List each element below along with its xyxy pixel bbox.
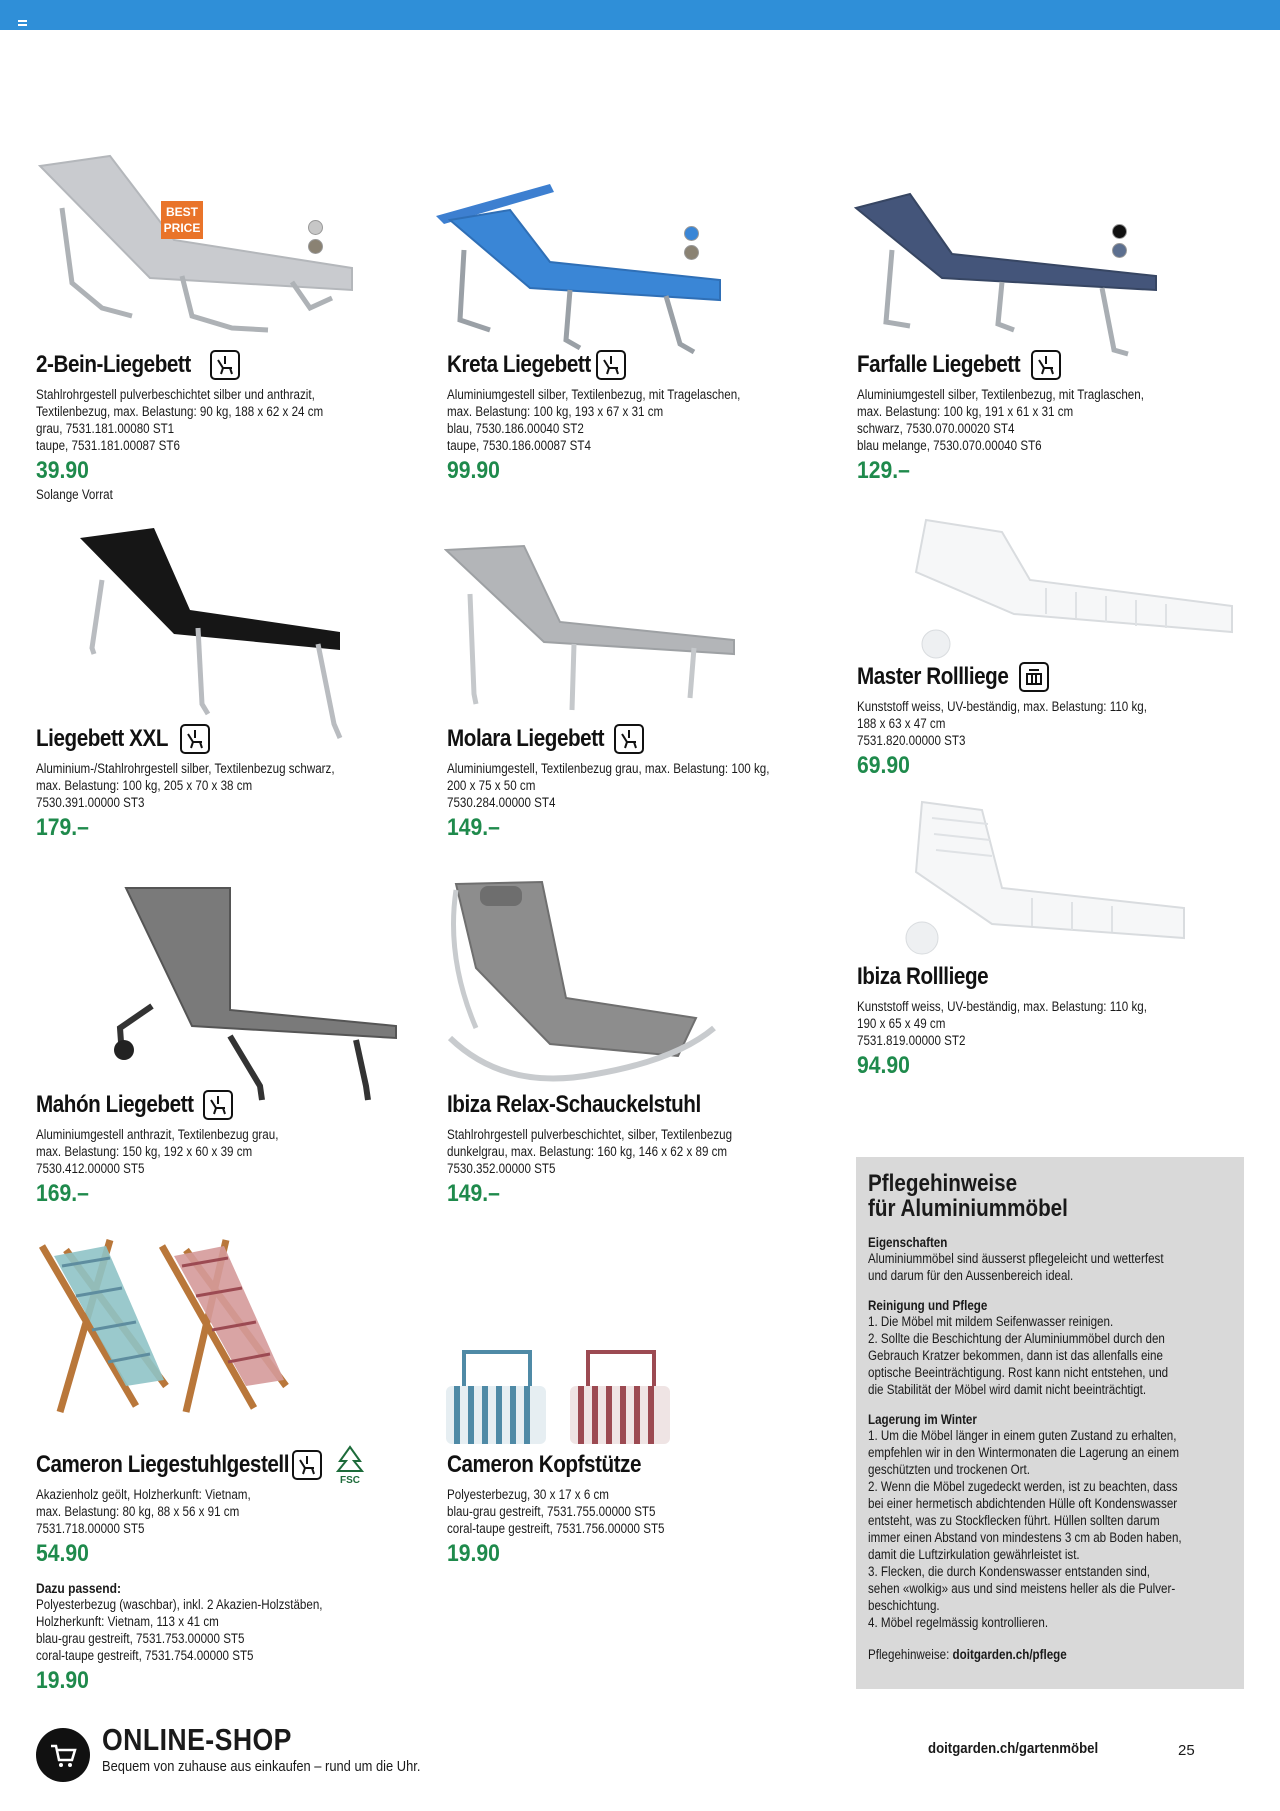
product-title: Liegebett XXL [36, 725, 169, 752]
desc-line: Stahlrohrgestell pulverbeschichtet, silber, Textilenbezug [447, 1127, 733, 1142]
desc-line: Akazienholz geölt, Holzherkunft: Vietnam, [36, 1487, 251, 1502]
hamburger-icon[interactable] [18, 20, 27, 26]
product-image-ibiza-roll [892, 798, 1192, 974]
care-link[interactable]: doitgarden.ch/pflege [952, 1647, 1067, 1662]
care-line: Gebrauch Kratzer bekommen, dann ist das allenfalls eine [868, 1348, 1163, 1363]
fsc-logo-icon [330, 1445, 370, 1485]
care-line: empfehlen wir in den Wintermonaten die Lagerung an einem [868, 1445, 1180, 1460]
product-master [857, 660, 1237, 780]
swatch-taupe[interactable] [684, 245, 699, 260]
desc-line: taupe, 7530.186.00087 ST4 [447, 438, 591, 453]
care-line: Aluminiummöbel sind äusserst pflegeleicht und wetterfest [868, 1251, 1164, 1266]
care-instructions-box [856, 1157, 1244, 1689]
care-line: geschützten und trockenen Ort. [868, 1462, 1031, 1477]
desc-line: max. Belastung: 100 kg, 193 x 67 x 31 cm [447, 404, 664, 419]
care-line: 4. Möbel regelmässig kontrollieren. [868, 1615, 1049, 1630]
product-image-cameron-gestell [36, 1236, 336, 1416]
desc-line: blau, 7530.186.00040 ST2 [447, 421, 584, 436]
desc-line: Holzherkunft: Vietnam, 113 x 41 cm [36, 1614, 219, 1629]
product-kreta [447, 348, 827, 485]
desc-line: Textilenbezug, max. Belastung: 90 kg, 188 x 62 x 24 cm [36, 404, 324, 419]
product-title: Master Rollliege [857, 663, 1009, 690]
online-shop-title[interactable]: ONLINE-SHOP [102, 1722, 292, 1757]
product-ibiza-relax [447, 1088, 827, 1208]
care-heading: Eigenschaften [868, 1235, 948, 1250]
care-line: bei einer hermetisch abdichtenden Hülle oft Kondenswasser [868, 1496, 1178, 1511]
swatch-schwarz[interactable] [1112, 224, 1127, 239]
product-title: Cameron Kopfstütze [447, 1451, 642, 1478]
lounger-symbol-icon [1031, 350, 1061, 380]
swatch-taupe[interactable] [308, 239, 323, 254]
product-image-cameron-kopf [444, 1346, 674, 1448]
lounger-symbol-icon [596, 350, 626, 380]
care-subtitle: für Aluminiummöbel [868, 1195, 1068, 1222]
product-image-farfalle [852, 190, 1162, 360]
product-price: 94.90 [857, 1052, 910, 1079]
desc-line: 7530.391.00000 ST3 [36, 795, 145, 810]
shopping-cart-icon[interactable] [36, 1728, 90, 1782]
accessory-heading: Dazu passend: [36, 1580, 121, 1596]
product-description [857, 698, 1235, 749]
desc-line: Kunststoff weiss, UV-beständig, max. Belastung: 110 kg, [857, 999, 1147, 1014]
product-farfalle [857, 348, 1237, 485]
desc-line: blau-grau gestreift, 7531.753.00000 ST5 [36, 1631, 245, 1646]
care-list [868, 1313, 1232, 1398]
desc-line: max. Belastung: 150 kg, 192 x 60 x 39 cm [36, 1144, 253, 1159]
product-description [447, 386, 825, 454]
desc-line: 7530.412.00000 ST5 [36, 1161, 145, 1176]
product-title: Molara Liegebett [447, 725, 605, 752]
top-bar [0, 0, 1280, 30]
product-image-mahon [112, 886, 402, 1104]
product-price: 149.– [447, 814, 500, 841]
product-title: Cameron Liegestuhlgestell [36, 1451, 290, 1478]
desc-line: blau-grau gestreift, 7531.755.00000 ST5 [447, 1504, 656, 1519]
swatch-blau[interactable] [684, 226, 699, 241]
product-title: 2-Bein-Liegebett [36, 351, 191, 378]
desc-line: Polyesterbezug (waschbar), inkl. 2 Akazien-Holzstäben, [36, 1597, 323, 1612]
care-line: beschichtung. [868, 1598, 940, 1613]
care-link-row [868, 1647, 1181, 1662]
product-title: Mahón Liegebett [36, 1091, 194, 1118]
product-description [447, 1126, 825, 1177]
care-line: optische Beeinträchtigung. Rost kann nicht entstehen, und [868, 1365, 1169, 1380]
accessory-price: 19.90 [36, 1667, 89, 1694]
lounger-symbol-icon [203, 1090, 233, 1120]
product-price: 54.90 [36, 1540, 89, 1567]
lounger-symbol-icon [292, 1450, 322, 1480]
desc-line: max. Belastung: 80 kg, 88 x 56 x 91 cm [36, 1504, 240, 1519]
desc-line: Aluminiumgestell anthrazit, Textilenbezug grau, [36, 1127, 279, 1142]
product-price: 169.– [36, 1180, 89, 1207]
color-swatches-farfalle [1112, 224, 1127, 258]
product-image-kreta [430, 180, 730, 356]
desc-line: Aluminiumgestell silber, Textilenbezug, mit Tragelaschen, [447, 387, 741, 402]
desc-line: 200 x 75 x 50 cm [447, 778, 536, 793]
product-title: Farfalle Liegebett [857, 351, 1021, 378]
care-line: 1. Um die Möbel länger in einem guten Zustand zu erhalten, [868, 1428, 1177, 1443]
care-line: 3. Flecken, die durch Kondenswasser entstanden sind, [868, 1564, 1151, 1579]
product-title: Ibiza Relax-Schauckelstuhl [447, 1091, 701, 1118]
product-description [36, 1486, 414, 1537]
care-heading: Reinigung und Pflege [868, 1298, 988, 1313]
desc-line: blau melange, 7530.070.00040 ST6 [857, 438, 1042, 453]
product-2-bein [36, 348, 416, 502]
care-line: immer einen Abstand von mindestens 3 cm ab Boden haben, [868, 1530, 1182, 1545]
desc-line: 7531.819.00000 ST2 [857, 1033, 966, 1048]
product-description [36, 386, 414, 454]
desc-line: Aluminium-/Stahlrohrgestell silber, Textilenbezug schwarz, [36, 761, 335, 776]
color-swatches-2-bein [308, 220, 323, 254]
color-swatches-kreta [684, 226, 699, 260]
product-description [36, 760, 414, 811]
product-description [857, 386, 1235, 454]
product-cameron-kopf [447, 1448, 827, 1568]
care-list [868, 1427, 1232, 1631]
care-line: die Stabilität der Möbel wird damit nicht beeinträchtigt. [868, 1382, 1147, 1397]
desc-line: coral-taupe gestreift, 7531.756.00000 ST5 [447, 1521, 665, 1536]
swatch-grau[interactable] [308, 220, 323, 235]
desc-line: 7530.284.00000 ST4 [447, 795, 556, 810]
swatch-blau-melange[interactable] [1112, 243, 1127, 258]
lounger-symbol-icon [180, 724, 210, 754]
desc-line: Polyesterbezug, 30 x 17 x 6 cm [447, 1487, 609, 1502]
product-mahon [36, 1088, 416, 1208]
fsc-label: FSC [340, 1475, 361, 1485]
care-line: 2. Wenn die Möbel zugedeckt werden, ist zu beachten, dass [868, 1479, 1178, 1494]
product-description [447, 1486, 825, 1537]
care-line: entsteht, was zu Stockflecken führt. Hüllen sollten darum [868, 1513, 1160, 1528]
care-heading: Lagerung im Winter [868, 1412, 977, 1427]
badge-word-2: PRICE [163, 221, 201, 235]
product-title: Kreta Liegebett [447, 351, 591, 378]
product-title: Ibiza Rollliege [857, 963, 989, 990]
desc-line: Kunststoff weiss, UV-beständig, max. Belastung: 110 kg, [857, 699, 1147, 714]
desc-line: 7531.820.00000 ST3 [857, 733, 966, 748]
care-title: Pflegehinweise [868, 1170, 1018, 1197]
desc-line: Aluminiumgestell silber, Textilenbezug, mit Traglaschen, [857, 387, 1144, 402]
product-image-master [896, 518, 1236, 664]
desc-line: coral-taupe gestreift, 7531.754.00000 ST5 [36, 1648, 254, 1663]
product-price: 149.– [447, 1180, 500, 1207]
online-shop-subtitle: Bequem von zuhause aus einkaufen – rund um die Uhr. [102, 1758, 421, 1775]
desc-line: max. Belastung: 100 kg, 191 x 61 x 31 cm [857, 404, 1074, 419]
lounger-symbol-icon [210, 350, 240, 380]
care-line: sehen «wolkig» aus und sind meistens heller als die Pulver- [868, 1581, 1176, 1596]
desc-line: 188 x 63 x 47 cm [857, 716, 946, 731]
accessory-description [36, 1596, 414, 1664]
desc-line: grau, 7531.181.00080 ST1 [36, 421, 175, 436]
product-price: 19.90 [447, 1540, 500, 1567]
product-description [447, 760, 825, 811]
product-image-ibiza-relax [446, 878, 718, 1088]
care-line: 1. Die Möbel mit mildem Seifenwasser reinigen. [868, 1314, 1114, 1329]
product-image-xxl [78, 524, 346, 744]
badge-word-1: BEST [165, 205, 199, 219]
page-number: 25 [1178, 1742, 1195, 1759]
care-line: 2. Sollte die Beschichtung der Aluminiummöbel durch den [868, 1331, 1165, 1346]
lounger-symbol-icon [614, 724, 644, 754]
product-molara [447, 722, 827, 842]
product-price: 129.– [857, 457, 910, 484]
product-price: 179.– [36, 814, 89, 841]
care-line: damit die Luftzirkulation gewährleistet ist. [868, 1547, 1080, 1562]
product-xxl [36, 722, 416, 842]
best-price-badge [160, 200, 204, 240]
care-line: und darum für den Aussenbereich ideal. [868, 1268, 1074, 1283]
desc-line: taupe, 7531.181.00087 ST6 [36, 438, 180, 453]
product-description [36, 1126, 414, 1177]
desc-line: 190 x 65 x 49 cm [857, 1016, 946, 1031]
product-price: 69.90 [857, 752, 910, 779]
desc-line: dunkelgrau, max. Belastung: 160 kg, 146 x 62 x 89 cm [447, 1144, 728, 1159]
product-cameron-gestell [36, 1448, 416, 1695]
care-link-label: Pflegehinweise: [868, 1647, 950, 1662]
desc-line: Stahlrohrgestell pulverbeschichtet silber und anthrazit, [36, 387, 315, 402]
desc-line: 7530.352.00000 ST5 [447, 1161, 556, 1176]
stack-symbol-icon [1019, 662, 1049, 692]
product-image-molara [444, 544, 740, 724]
product-note: Solange Vorrat [36, 487, 113, 502]
product-price: 39.90 [36, 457, 89, 484]
footer-link[interactable]: doitgarden.ch/gartenmöbel [928, 1740, 1099, 1757]
product-description [857, 998, 1235, 1049]
desc-line: Aluminiumgestell, Textilenbezug grau, max. Belastung: 100 kg, [447, 761, 770, 776]
desc-line: max. Belastung: 100 kg, 205 x 70 x 38 cm [36, 778, 253, 793]
desc-line: 7531.718.00000 ST5 [36, 1521, 145, 1536]
desc-line: schwarz, 7530.070.00020 ST4 [857, 421, 1015, 436]
product-price: 99.90 [447, 457, 500, 484]
product-ibiza-roll [857, 960, 1237, 1080]
